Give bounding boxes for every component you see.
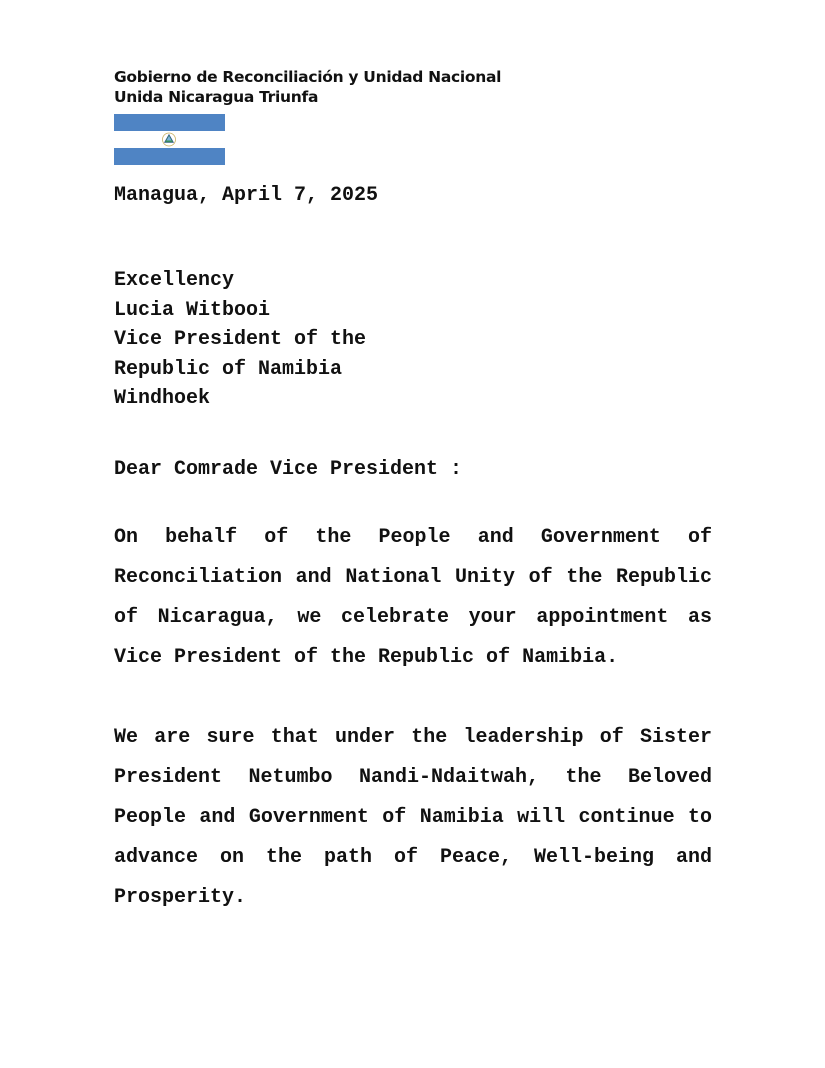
- addressee-position: Vice President of the: [114, 328, 367, 351]
- letterhead: [114, 67, 501, 107]
- date-line: Managua, April 7, 2025: [114, 184, 379, 207]
- coat-of-arms-icon: [161, 132, 177, 147]
- addressee-title: Excellency: [114, 269, 235, 292]
- body-paragraph-1: On behalf of the People and Government of Reconciliation and National Unity of the Republic of Nicaragua, we celebrate your appointment as Vice President of the Republic of Namibia.: [114, 526, 712, 669]
- letterhead-line-1: Gobierno de Reconciliación y Unidad Nacional: [114, 68, 502, 86]
- body-paragraph-2: We are sure that under the leadership of Sister President Netumbo Nandi-Ndaitwah, the Beloved People and Government of Namibia will continue to advance on the path of Peace, Well-being and Prosperity.: [114, 726, 712, 909]
- nicaragua-flag-icon: [114, 114, 225, 165]
- addressee-country: Republic of Namibia: [114, 357, 343, 381]
- addressee-block: [114, 266, 366, 414]
- letterhead-line-2: Unida Nicaragua Triunfa: [114, 88, 319, 106]
- addressee-name: Lucia Witbooi: [114, 298, 271, 322]
- addressee-city: Windhoek: [114, 387, 211, 410]
- salutation: Dear Comrade Vice President :: [114, 458, 463, 481]
